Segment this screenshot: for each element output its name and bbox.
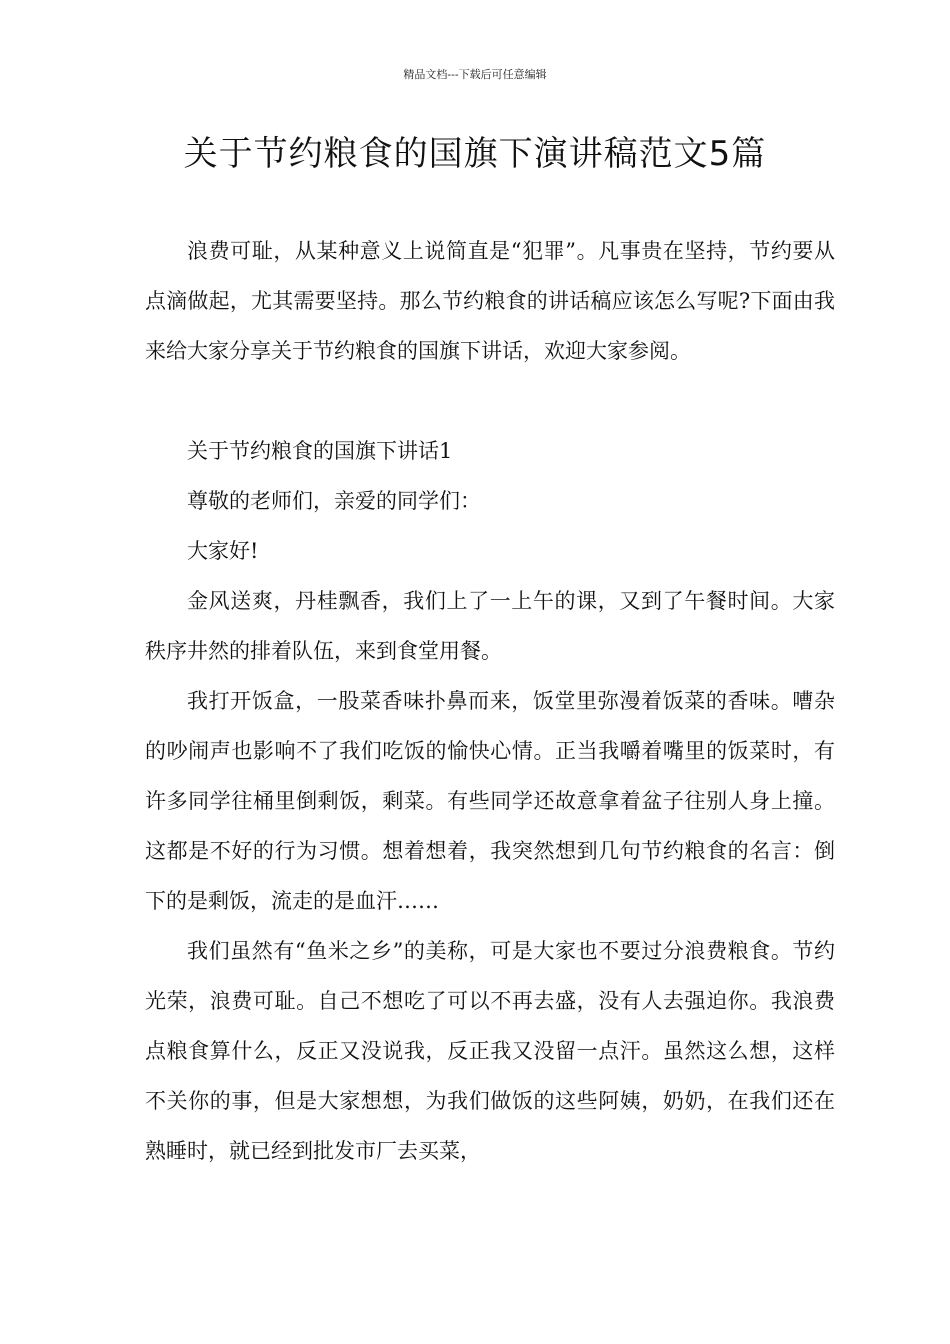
document-body: [145, 226, 835, 1176]
body-paragraph: 我打开饭盒，一股菜香味扑鼻而来，饭堂里弥漫着饭菜的香味。嘈杂的吵闹声也影响不了我们吃饭的愉快心情。正当我嚼着嘴里的饭菜时，有许多同学往桶里倒剩饭，剩菜。有些同学还故意拿着盆子往别人身上撞。这都是不好的行为习惯。想着想着，我突然想到几句节约粮食的名言：倒下的是剩饭，流走的是血汗……: [145, 689, 835, 913]
greeting: 大家好!: [187, 539, 259, 563]
document-title: 关于节约粮食的国旗下演讲稿范文5篇: [183, 134, 767, 174]
section-spacer: [145, 376, 835, 426]
header-note: 精品文档---下载后可任意编辑: [403, 68, 547, 81]
intro-paragraph: 浪费可耻，从某种意义上说简直是“犯罪”。凡事贵在坚持，节约要从点滴做起，尤其需要坚持。那么节约粮食的讲话稿应该怎么写呢?下面由我来给大家分享关于节约粮食的国旗下讲话，欢迎大家参阅。: [145, 239, 835, 363]
section-heading: 关于节约粮食的国旗下讲话1: [187, 439, 453, 463]
body-paragraph: 我们虽然有“鱼米之乡”的美称，可是大家也不要过分浪费粮食。节约光荣，浪费可耻。自己不想吃了可以不再去盛，没有人去强迫你。我浪费点粮食算什么，反正又没说我，反正我又没留一点汗。虽然这么想，这样不关你的事，但是大家想想，为我们做饭的这些阿姨，奶奶，在我们还在熟睡时，就已经到批发市厂去买菜，: [145, 939, 835, 1163]
body-paragraph: 金风送爽，丹桂飘香，我们上了一上午的课，又到了午餐时间。大家秩序井然的排着队伍，来到食堂用餐。: [145, 589, 835, 663]
salutation: 尊敬的老师们，亲爱的同学们：: [187, 489, 481, 513]
